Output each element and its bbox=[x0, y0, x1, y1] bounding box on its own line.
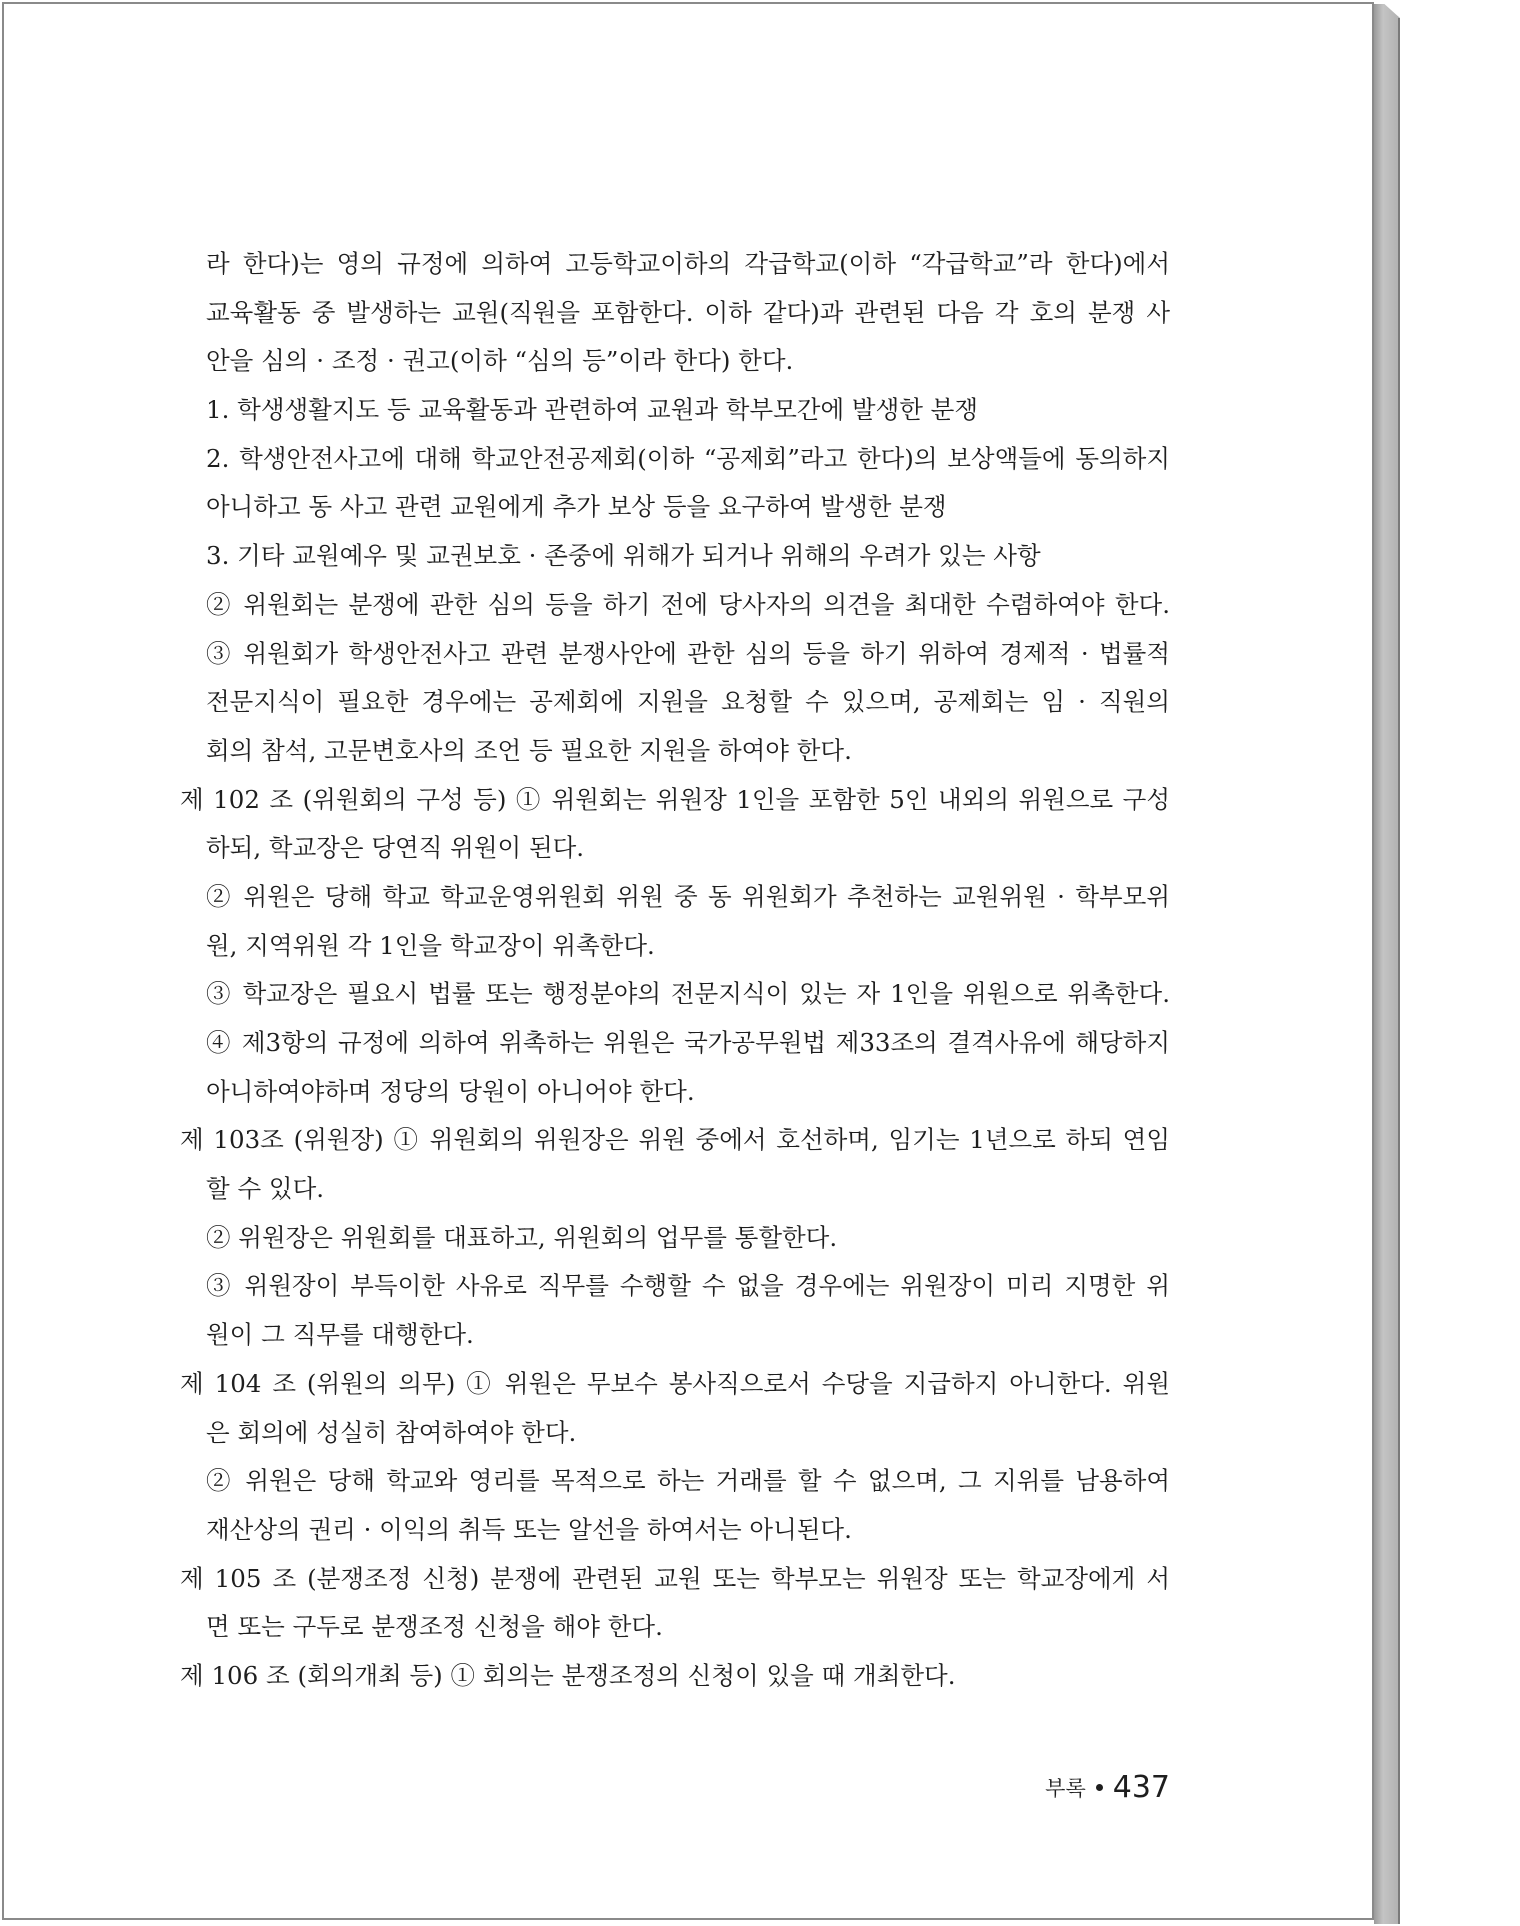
text-line: 면 또는 구두로 분쟁조정 신청을 해야 한다. bbox=[206, 1612, 663, 1642]
text-line: 라 한다)는 영의 규정에 의하여 고등학교이하의 각급학교(이하 “각급학교”라 한다)에서 bbox=[206, 249, 1170, 278]
list-item: 1. 학생생활지도 등 교육활동과 관련하여 교원과 학부모간에 발생한 분쟁 bbox=[206, 395, 979, 425]
article-heading: 제 103조 (위원장) ① 위원회의 위원장은 위원 중에서 호선하며, 임기는 1년으로 하되 연임 bbox=[180, 1125, 1170, 1155]
page-number: 437 bbox=[1112, 1770, 1170, 1805]
list-item: 3. 기타 교원예우 및 교권보호 · 존중에 위해가 되거나 위해의 우려가 있는 사항 bbox=[206, 541, 1041, 571]
paragraph-clause: ② 위원은 당해 학교와 영리를 목적으로 하는 거래를 할 수 없으며, 그 지위를 남용하여 bbox=[206, 1466, 1170, 1496]
text-line: 교육활동 중 발생하는 교원(직원을 포함한다. 이하 같다)과 관련된 다음 각 호의 분쟁 사 bbox=[206, 297, 1170, 327]
paragraph-clause: ④ 제3항의 규정에 의하여 위촉하는 위원은 국가공무원법 제33조의 결격사유에 해당하지 bbox=[206, 1028, 1170, 1057]
article-heading: 제 102 조 (위원회의 구성 등) ① 위원회는 위원장 1인을 포함한 5인 내외의 위원으로 구성 bbox=[180, 784, 1170, 814]
paragraph-clause: ③ 학교장은 필요시 법률 또는 행정분야의 전문지식이 있는 자 1인을 위원으로 위촉한다. bbox=[206, 979, 1170, 1009]
text-line: 원이 그 직무를 대행한다. bbox=[206, 1320, 474, 1350]
text-line: 안을 심의 · 조정 · 권고(이하 “심의 등”이라 한다) 한다. bbox=[206, 346, 794, 376]
bullet-icon bbox=[1096, 1784, 1103, 1791]
text-line: 할 수 있다. bbox=[206, 1174, 325, 1204]
paragraph-clause: ② 위원은 당해 학교 학교운영위원회 위원 중 동 위원회가 추천하는 교원위원 · 학부모위 bbox=[206, 881, 1170, 911]
paragraph-clause: ② 위원장은 위원회를 대표하고, 위원회의 업무를 통할한다. bbox=[206, 1222, 838, 1252]
text-line: 은 회의에 성실히 참여하여야 한다. bbox=[206, 1417, 577, 1447]
footer-section-label: 부록 bbox=[1045, 1776, 1086, 1801]
page-edge-shadow bbox=[1374, 4, 1400, 1924]
text-line: 아니하고 동 사고 관련 교원에게 추가 보상 등을 요구하여 발생한 분쟁 bbox=[206, 492, 947, 522]
text-line: 원, 지역위원 각 1인을 학교장이 위촉한다. bbox=[206, 930, 655, 960]
paragraph-clause: ③ 위원장이 부득이한 사유로 직무를 수행할 수 없을 경우에는 위원장이 미리 지명한 위 bbox=[206, 1271, 1170, 1301]
text-line: 아니하여야하며 정당의 당원이 아니어야 한다. bbox=[206, 1076, 695, 1106]
list-item: 2. 학생안전사고에 대해 학교안전공제회(이하 “공제회”라고 한다)의 보상액들에 동의하지 bbox=[206, 443, 1170, 473]
text-line: 전문지식이 필요한 경우에는 공제회에 지원을 요청할 수 있으며, 공제회는 임 · 직원의 bbox=[206, 687, 1170, 717]
paragraph-clause: ② 위원회는 분쟁에 관한 심의 등을 하기 전에 당사자의 의견을 최대한 수렴하여야 한다. bbox=[206, 589, 1170, 619]
article-heading: 제 105 조 (분쟁조정 신청) 분쟁에 관련된 교원 또는 학부모는 위원장 또는 학교장에게 서 bbox=[180, 1563, 1170, 1593]
text-line: 재산상의 권리 · 이익의 취득 또는 알선을 하여서는 아니된다. bbox=[206, 1514, 852, 1544]
article-heading: 제 104 조 (위원의 의무) ① 위원은 무보수 봉사직으로서 수당을 지급하지 아니한다. 위원 bbox=[180, 1368, 1170, 1398]
text-line: 하되, 학교장은 당연직 위원이 된다. bbox=[206, 833, 585, 863]
paragraph-clause: ③ 위원회가 학생안전사고 관련 분쟁사안에 관한 심의 등을 하기 위하여 경제적 · 법률적 bbox=[206, 638, 1170, 668]
text-line: 회의 참석, 고문변호사의 조언 등 필요한 지원을 하여야 한다. bbox=[206, 735, 852, 765]
article-heading: 제 106 조 (회의개최 등) ① 회의는 분쟁조정의 신청이 있을 때 개최한다. bbox=[180, 1660, 956, 1690]
document-body bbox=[180, 240, 1170, 1701]
page-edge-line bbox=[1398, 18, 1400, 1924]
page-footer bbox=[1020, 1770, 1170, 1805]
